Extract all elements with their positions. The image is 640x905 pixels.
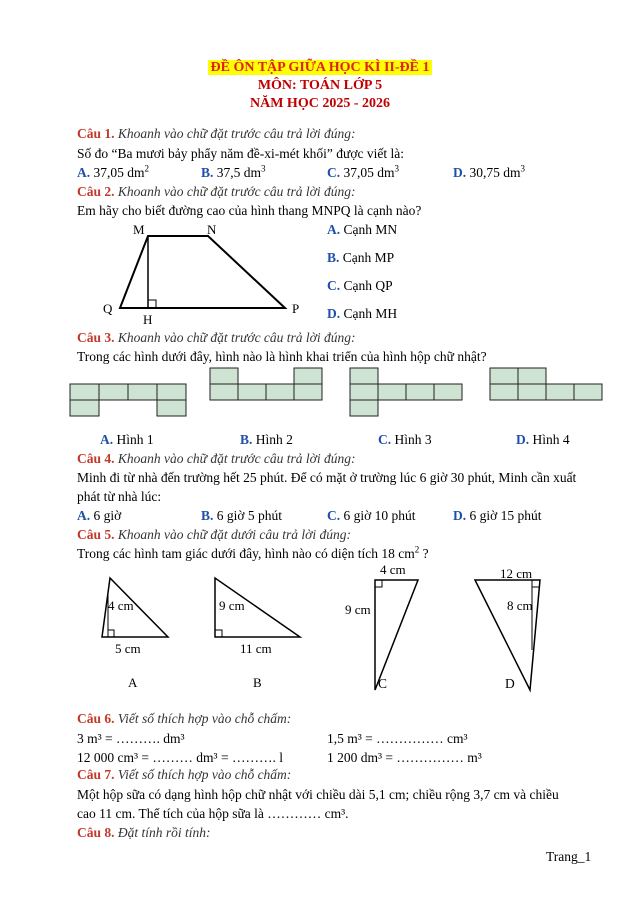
- net-1: [70, 384, 186, 416]
- exam-title: ĐỀ ÔN TẬP GIỮA HỌC KÌ II-ĐỀ 1: [0, 60, 640, 76]
- q4-option-c[interactable]: C. 6 giờ 10 phút: [327, 508, 416, 523]
- net-2: [210, 368, 322, 400]
- exam-subject: MÔN: TOÁN LỚP 5: [257, 78, 383, 93]
- q7-text-line2[interactable]: cao 11 cm. Thể tích của hộp sữa là ………… cm³.: [77, 806, 349, 821]
- q1-text: Số đo “Ba mươi bảy phẩy năm đề-xi-mét khối” được viết là:: [77, 146, 404, 161]
- q3-option-d[interactable]: D. Hình 4: [516, 432, 570, 447]
- triangle-c-base: 4 cm: [380, 562, 406, 577]
- triangle-a-name: A: [128, 675, 138, 690]
- q2-option-a[interactable]: A. Cạnh MN: [327, 222, 398, 237]
- q4-option-a[interactable]: A. 6 giờ: [77, 508, 122, 523]
- label-p: P: [292, 301, 300, 316]
- q2-option-d[interactable]: D. Cạnh MH: [327, 306, 398, 321]
- q4-option-b[interactable]: B. 6 giờ 5 phút: [201, 508, 283, 523]
- exam-year: NĂM HỌC 2025 - 2026: [250, 96, 390, 111]
- q7-text-line1: Một hộp sữa có dạng hình hộp chữ nhật với chiều dài 5,1 cm; chiều rộng 3,7 cm và chiều: [77, 787, 559, 802]
- triangle-c-option[interactable]: C: [378, 676, 388, 691]
- q3-option-c[interactable]: C. Hình 3: [378, 432, 432, 447]
- q6-heading: Câu 6. Viết số thích hợp vào chỗ chấm:: [77, 711, 292, 726]
- q1-option-d[interactable]: D. 30,75 $dm^3$: [453, 163, 526, 180]
- triangle-d-option[interactable]: D: [505, 676, 515, 691]
- label-n: N: [207, 222, 217, 237]
- triangle-d: [475, 580, 540, 690]
- q1-heading: Câu 1. Khoanh vào chữ đặt trước câu trả lời đúng:: [77, 126, 356, 141]
- triangle-d-base: 12 cm: [500, 566, 533, 581]
- triangle-c: [375, 580, 418, 690]
- label-q: Q: [103, 301, 113, 316]
- label-h: H: [143, 312, 153, 327]
- q2-option-b[interactable]: B. Cạnh MP: [327, 250, 395, 265]
- triangle-d-height: 8 cm: [507, 598, 533, 613]
- q2-text: Em hãy cho biết đường cao của hình thang MNPQ là cạnh nào?: [77, 203, 422, 218]
- triangle-a-height: 4 cm: [108, 598, 134, 613]
- triangle-b-name: B: [253, 675, 262, 690]
- q1-option-a[interactable]: A. 37,05 $dm^2$: [77, 163, 150, 180]
- q5-text: Trong các hình tam giác dưới đây, hình nào có diện tích 18 $cm^2$ ?: [77, 544, 429, 561]
- q2-option-c[interactable]: C. Cạnh QP: [327, 278, 393, 293]
- label-m: M: [133, 222, 145, 237]
- q1-option-c[interactable]: C. 37,05 $dm^3$: [327, 163, 400, 180]
- q1-option-b[interactable]: B. 37,5 $dm^3$: [201, 163, 266, 180]
- q6-row2-left[interactable]: 12 000 cm³ = ……… dm³ = ………. l: [77, 750, 283, 765]
- q3-heading: Câu 3. Khoanh vào chữ đặt trước câu trả lời đúng:: [77, 330, 356, 345]
- q6-row2-right[interactable]: 1 200 dm³ = …………… m³: [327, 750, 482, 765]
- q3-option-a[interactable]: A. Hình 1: [100, 432, 154, 447]
- q2-heading: Câu 2. Khoanh vào chữ đặt trước câu trả lời đúng:: [77, 184, 356, 199]
- triangle-c-height: 9 cm: [345, 602, 371, 617]
- q4-heading: Câu 4. Khoanh vào chữ đặt trước câu trả lời đúng:: [77, 451, 356, 466]
- page-number: Trang_1: [546, 849, 592, 864]
- q6-row1-right[interactable]: 1,5 m³ = …………… cm³: [327, 731, 468, 746]
- q8-heading: Câu 8. Đặt tính rồi tính:: [77, 825, 211, 840]
- triangle-a-base: 5 cm: [115, 641, 141, 656]
- q3-text: Trong các hình dưới đây, hình nào là hình khai triển của hình hộp chữ nhật?: [77, 349, 487, 364]
- q4-text-line2: phát từ nhà lúc:: [77, 489, 162, 504]
- q7-heading: Câu 7. Viết số thích hợp vào chỗ chấm:: [77, 767, 292, 782]
- net-4: [490, 368, 602, 400]
- q4-option-d[interactable]: D. 6 giờ 15 phút: [453, 508, 542, 523]
- trapezoid-figure: [100, 220, 320, 330]
- q4-text-line1: Minh đi từ nhà đến trường hết 25 phút. Để có mặt ở trường lúc 6 giờ 30 phút, Minh cần xuất: [77, 470, 577, 485]
- box-nets-figure: [65, 364, 610, 422]
- q6-row1-left[interactable]: 3 m³ = ………. dm³: [77, 731, 185, 746]
- triangle-b-height: 9 cm: [219, 598, 245, 613]
- triangle-b-base: 11 cm: [240, 641, 272, 656]
- net-3: [350, 368, 462, 416]
- q5-heading: Câu 5. Khoanh vào chữ đặt dưới câu trả lời đúng:: [77, 527, 352, 542]
- triangles-figure: [90, 560, 560, 695]
- q3-option-b[interactable]: B. Hình 2: [240, 432, 293, 447]
